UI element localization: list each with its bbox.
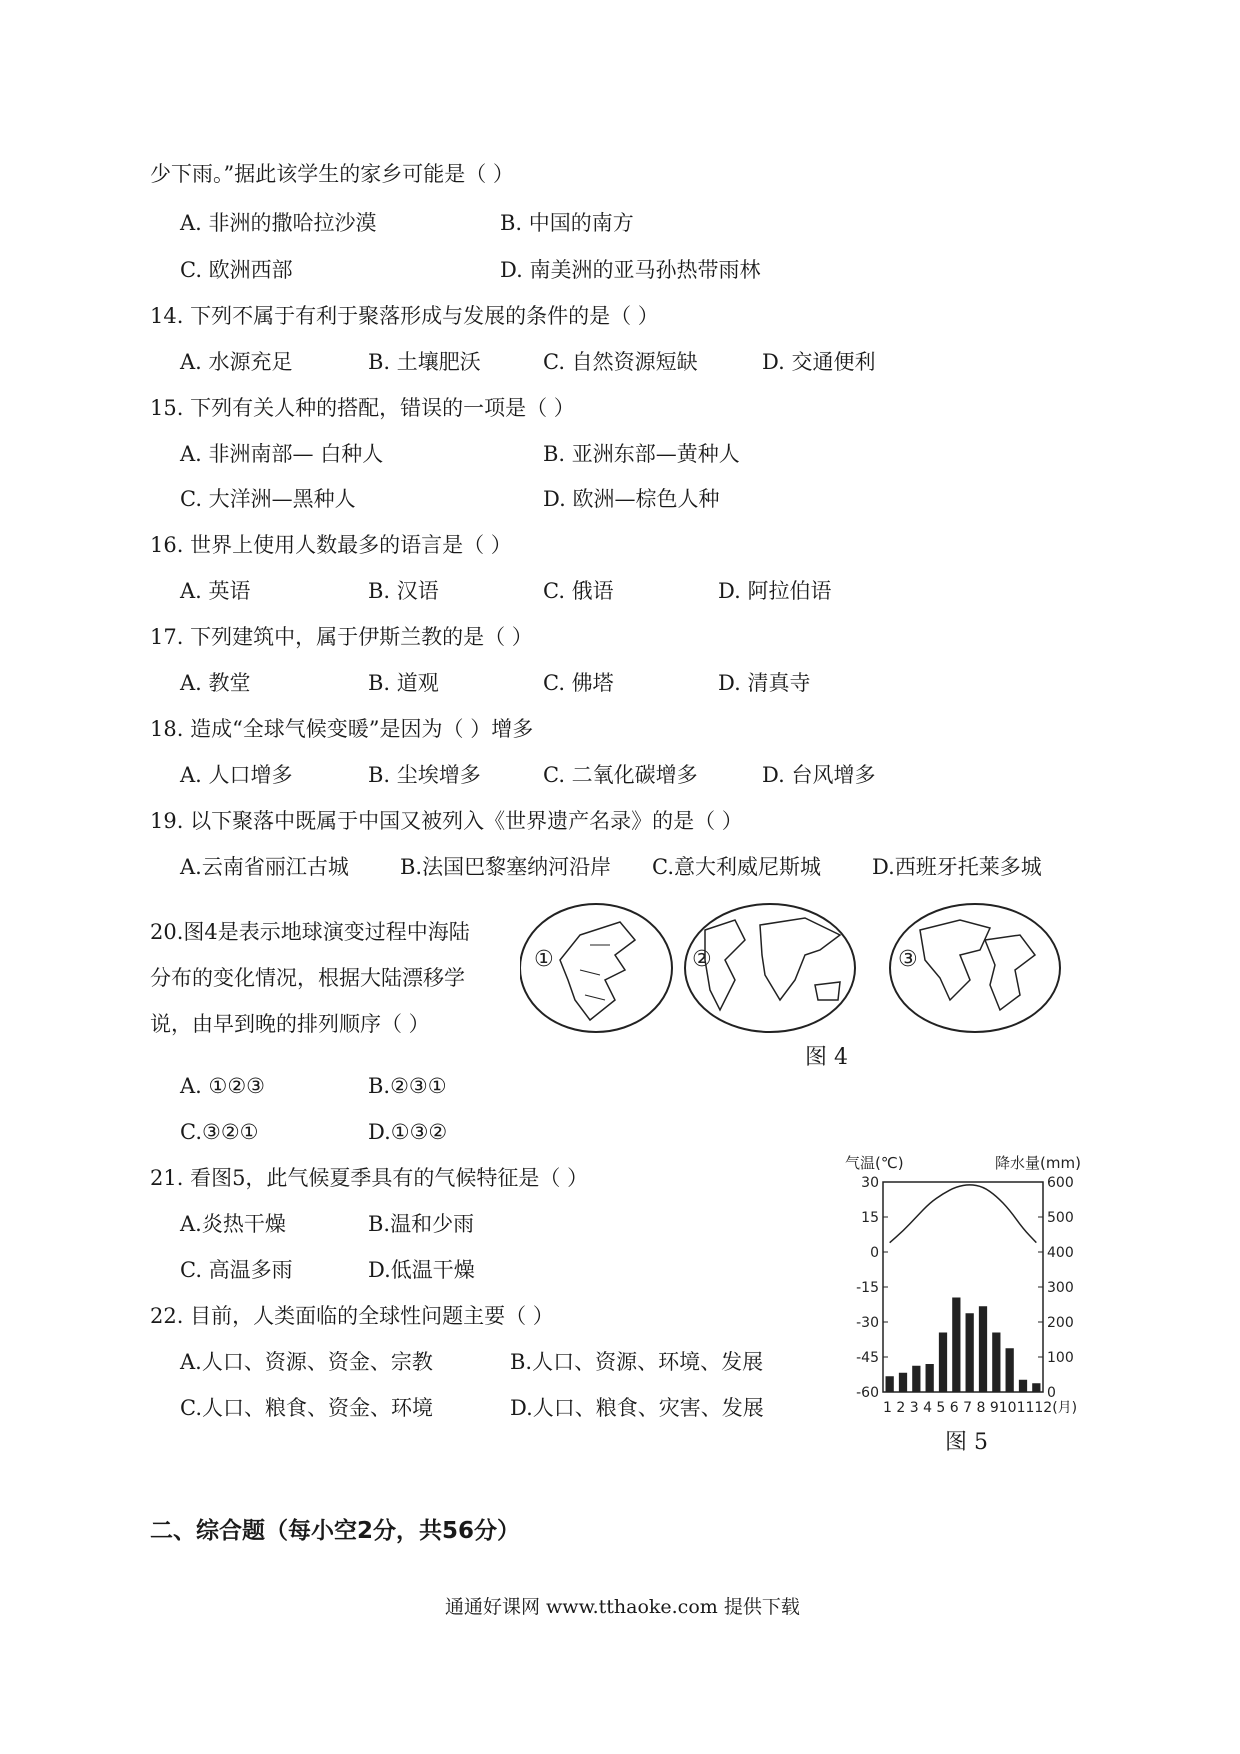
precipitation-bar-5 xyxy=(939,1333,947,1393)
q13-option-d: D. 南美洲的亚马孙热带雨林 xyxy=(500,258,761,282)
pangaea-detail xyxy=(580,945,610,1000)
q15-option-a: A. 非洲南部— 白种人 xyxy=(180,442,384,466)
q14-option-a: A. 水源充足 xyxy=(180,350,293,374)
q18-option-c: C. 二氧化碳增多 xyxy=(543,763,698,787)
right-tick-label: 100 xyxy=(1047,1350,1074,1366)
q19-stem: 19. 以下聚落中既属于中国又被列入《世界遗产名录》的是（ ） xyxy=(150,809,743,833)
q18-option-d: D. 台风增多 xyxy=(762,763,876,787)
q20-stem-line1: 20.图4是表示地球演变过程中海陆 xyxy=(150,920,470,944)
q22-option-a: A.人口、资源、资金、宗教 xyxy=(180,1350,433,1374)
figure5-climate-chart xyxy=(845,1150,1090,1420)
precipitation-bar-10 xyxy=(1006,1348,1014,1392)
precipitation-bars xyxy=(886,1298,1041,1393)
q20-option-c: C.③②① xyxy=(180,1120,259,1144)
precipitation-bar-8 xyxy=(979,1306,987,1392)
q19-option-d: D.西班牙托莱多城 xyxy=(872,855,1042,879)
precipitation-bar-9 xyxy=(992,1333,1000,1393)
left-tick-label: 15 xyxy=(861,1210,879,1226)
right-tick-label: 300 xyxy=(1047,1280,1074,1296)
q19-option-b: B.法国巴黎塞纳河沿岸 xyxy=(400,855,612,879)
q16-option-c: C. 俄语 xyxy=(543,579,614,603)
q19-option-a: A.云南省丽江古城 xyxy=(180,855,349,879)
left-tick-label: -60 xyxy=(856,1385,879,1401)
map-label-2: ② xyxy=(692,947,712,972)
chart-frame xyxy=(883,1182,1043,1392)
figure5-caption: 图 5 xyxy=(945,1430,988,1455)
q15-stem: 15. 下列有关人种的搭配，错误的一项是（ ） xyxy=(150,396,575,420)
q20-option-b: B.②③① xyxy=(368,1074,447,1098)
q14-option-b: B. 土壤肥沃 xyxy=(368,350,481,374)
q18-option-a: A. 人口增多 xyxy=(180,763,293,787)
precipitation-bar-7 xyxy=(966,1313,974,1392)
precipitation-bar-4 xyxy=(926,1364,934,1392)
left-tick-label: -45 xyxy=(856,1350,879,1366)
map3-north xyxy=(920,920,990,1000)
precipitation-bar-12 xyxy=(1032,1383,1040,1392)
q14-stem: 14. 下列不属于有利于聚落形成与发展的条件的是（ ） xyxy=(150,304,659,328)
pangaea-outline xyxy=(560,922,635,1020)
map-label-1: ① xyxy=(534,947,554,972)
left-tick-label: -30 xyxy=(856,1315,879,1331)
q22-option-d: D.人口、粮食、灾害、发展 xyxy=(510,1396,764,1420)
q16-option-d: D. 阿拉伯语 xyxy=(718,579,832,603)
q13-option-a: A. 非洲的撒哈拉沙漠 xyxy=(180,211,377,235)
map-label-3: ③ xyxy=(898,947,918,972)
q21-option-a: A.炎热干燥 xyxy=(180,1212,286,1236)
q17-option-a: A. 教堂 xyxy=(180,671,251,695)
precipitation-bar-2 xyxy=(899,1373,907,1392)
q15-option-c: C. 大洋洲—黑种人 xyxy=(180,487,356,511)
q17-option-c: C. 佛塔 xyxy=(543,671,614,695)
q14-option-d: D. 交通便利 xyxy=(762,350,876,374)
q16-stem: 16. 世界上使用人数最多的语言是（ ） xyxy=(150,533,512,557)
map3-south xyxy=(985,935,1035,1010)
q14-option-c: C. 自然资源短缺 xyxy=(543,350,698,374)
q21-option-c: C. 高温多雨 xyxy=(180,1258,293,1282)
q13-option-c: C. 欧洲西部 xyxy=(180,258,293,282)
x-tick-labels: 1 2 3 4 5 6 7 8 9101112(月) xyxy=(883,1400,1078,1416)
q20-option-d: D.①③② xyxy=(368,1120,448,1144)
left-axis-label: 气温(℃) xyxy=(845,1154,904,1172)
precipitation-bar-6 xyxy=(952,1298,960,1393)
q17-option-d: D. 清真寺 xyxy=(718,671,811,695)
right-axis-label: 降水量(mm) xyxy=(995,1154,1081,1172)
map2-eurasia-africa xyxy=(760,918,840,1000)
q21-stem: 21. 看图5，此气候夏季具有的气候特征是（ ） xyxy=(150,1166,589,1190)
left-tick-label: 30 xyxy=(861,1175,879,1191)
q20-stem-line2: 分布的变化情况，根据大陆漂移学 xyxy=(150,966,465,990)
q13-option-b: B. 中国的南方 xyxy=(500,211,634,235)
temperature-line xyxy=(890,1185,1037,1243)
precipitation-bar-11 xyxy=(1019,1380,1027,1392)
q16-option-b: B. 汉语 xyxy=(368,579,439,603)
figure4-maps xyxy=(520,900,1100,1040)
right-tick-label: 500 xyxy=(1047,1210,1074,1226)
map2-australia xyxy=(815,982,840,1000)
precipitation-bar-1 xyxy=(886,1376,894,1392)
right-tick-label: 400 xyxy=(1047,1245,1074,1261)
q22-option-c: C.人口、粮食、资金、环境 xyxy=(180,1396,433,1420)
q19-option-c: C.意大利威尼斯城 xyxy=(652,855,821,879)
figure4-caption: 图 4 xyxy=(805,1045,848,1070)
q17-option-b: B. 道观 xyxy=(368,671,439,695)
q18-stem: 18. 造成“全球气候变暖”是因为（ ）增多 xyxy=(150,717,534,741)
q17-stem: 17. 下列建筑中，属于伊斯兰教的是（ ） xyxy=(150,625,533,649)
q15-option-d: D. 欧洲—棕色人种 xyxy=(543,487,720,511)
q16-option-a: A. 英语 xyxy=(180,579,251,603)
right-tick-label: 200 xyxy=(1047,1315,1074,1331)
right-tick-label: 0 xyxy=(1047,1385,1056,1401)
right-tick-label: 600 xyxy=(1047,1175,1074,1191)
section2-title: 二、综合题（每小空2分，共56分） xyxy=(150,1518,521,1544)
q15-option-b: B. 亚洲东部—黄种人 xyxy=(543,442,740,466)
left-tick-label: -15 xyxy=(856,1280,879,1296)
q18-option-b: B. 尘埃增多 xyxy=(368,763,481,787)
q20-stem-line3: 说，由早到晚的排列顺序（ ） xyxy=(150,1012,430,1036)
q22-stem: 22. 目前，人类面临的全球性问题主要（ ） xyxy=(150,1304,554,1328)
q21-option-b: B.温和少雨 xyxy=(368,1212,475,1236)
q21-option-d: D.低温干燥 xyxy=(368,1258,475,1282)
q13-stem-continuation: 少下雨。”据此该学生的家乡可能是（ ） xyxy=(150,162,514,186)
precipitation-bar-3 xyxy=(912,1366,920,1392)
footer-download-text: 通通好课网 www.tthaoke.com 提供下载 xyxy=(445,1596,800,1618)
q22-option-b: B.人口、资源、环境、发展 xyxy=(510,1350,764,1374)
left-tick-label: 0 xyxy=(870,1245,879,1261)
q20-option-a: A. ①②③ xyxy=(180,1074,265,1098)
